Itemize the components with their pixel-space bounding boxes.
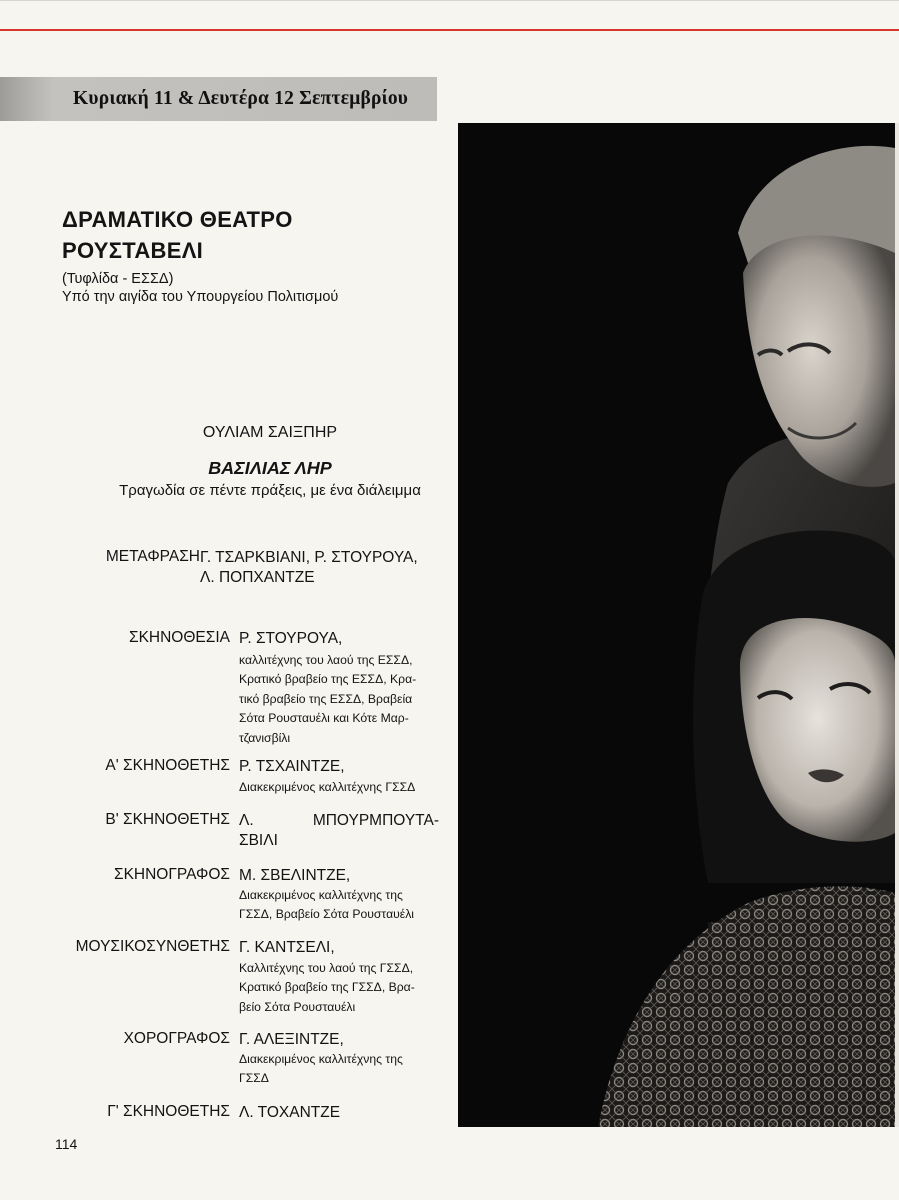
credit-note: [239, 959, 439, 1017]
theatre-subtitle: [62, 270, 338, 306]
play-description: Τραγωδία σε πέντε πράξεις, με ένα διάλειμμα: [119, 482, 421, 499]
credit-role: Β' ΣΚΗΝΟΘΕΤΗΣ: [105, 811, 230, 828]
name-line2: ΣΒΙΛΙ: [239, 832, 278, 849]
credit-role: ΣΚΗΝΟΓΡΑΦΟΣ: [114, 866, 230, 883]
credit-name: Μ. ΣΒΕΛΙΝΤΖΕ,: [239, 867, 351, 884]
note-line: βείο Σότα Ρουσταυέλι: [239, 999, 356, 1014]
credit-name: Ρ. ΣΤΟΥΡΟΥΑ,: [239, 630, 343, 647]
page-number: 114: [55, 1136, 78, 1152]
note-line: Διακεκριμένος καλλιτέχνης της: [239, 888, 403, 902]
credit-role: ΣΚΗΝΟΘΕΣΙΑ: [129, 629, 230, 646]
production-photo: [458, 123, 895, 1127]
note-line: Διακεκριμένος καλλιτέχνης της: [239, 1052, 403, 1066]
credit-names-line2: Λ. ΠΟΠΧΑΝΤΖΕ: [200, 569, 315, 586]
note-line: ΓΣΣΔ: [239, 1071, 269, 1086]
credit-name: Γ. ΚΑΝΤΣΕΛΙ,: [239, 939, 335, 956]
credit-names-line1: Γ. ΤΣΑΡΚΒΙΑΝΙ, Ρ. ΣΤΟΥΡΟΥΑ,: [200, 549, 418, 566]
credit-name: Γ. ΑΛΕΞΙΝΤΖΕ,: [239, 1031, 344, 1048]
credit-role: ΜΟΥΣΙΚΟΣΥΝΘΕΤΗΣ: [75, 938, 230, 955]
page-right-edge: [895, 123, 899, 1127]
note-line: ΓΣΣΔ, Βραβείο Σότα Ρουσταυέλι: [239, 907, 415, 922]
credit-note: [239, 778, 439, 797]
red-header-rule: [0, 29, 899, 31]
play-title: ΒΑΣΙΛΙΑΣ ΛΗΡ: [208, 458, 332, 478]
credit-names: [200, 548, 445, 588]
note-line: τζανισβίλι: [239, 730, 291, 745]
credit-role: ΧΟΡΟΓΡΑΦΟΣ: [123, 1030, 230, 1047]
theatre-auspices: Υπό την αιγίδα του Υπουργείου Πολιτισμού: [62, 289, 339, 305]
note-line: καλλιτέχνης του λαού της ΕΣΣΔ,: [239, 653, 413, 667]
top-edge: [0, 0, 899, 1]
note-line: Κρατικό βραβείο της ΓΣΣΔ, Βρα-: [239, 980, 415, 995]
credit-role: ΜΕΤΑΦΡΑΣΗ: [105, 548, 200, 565]
note-line: τικό βραβείο της ΕΣΣΔ, Βραβεία: [239, 691, 413, 706]
note-line: Κρατικό βραβείο της ΕΣΣΔ, Κρα-: [239, 672, 417, 687]
credit-note: [239, 651, 439, 748]
theatre-name-line1: ΔΡΑΜΑΤΙΚΟ ΘΕΑΤΡΟ: [62, 207, 293, 232]
credit-name: [239, 811, 439, 851]
credit-role: Α' ΣΚΗΝΟΘΕΤΗΣ: [105, 757, 230, 774]
credit-name: Λ. ΤΟΧΑΝΤΖΕ: [239, 1104, 341, 1121]
credit-note: [239, 1050, 439, 1089]
event-date: Κυριακή 11 & Δευτέρα 12 Σεπτεμβρίου: [73, 88, 409, 109]
theatre-location: (Τυφλίδα - ΕΣΣΔ): [62, 271, 174, 287]
name-part1: Λ.: [239, 812, 254, 829]
name-part2: ΜΠΟΥΡΜΠΟΥΤΑ-: [312, 812, 439, 829]
credit-role: Γ' ΣΚΗΝΟΘΕΤΗΣ: [107, 1103, 230, 1120]
note-line: Καλλιτέχνης του λαού της ΓΣΣΔ,: [239, 961, 414, 975]
note-line: Σότα Ρουσταυέλι και Κότε Μαρ-: [239, 711, 409, 726]
theatre-name: [62, 204, 422, 266]
theatre-name-line2: ΡΟΥΣΤΑΒΕΛΙ: [62, 238, 204, 263]
note-line: Διακεκριμένος καλλιτέχνης ΓΣΣΔ: [239, 780, 416, 794]
photo-illustration: [458, 123, 895, 1127]
credit-name: Ρ. ΤΣΧΑΙΝΤΖΕ,: [239, 758, 345, 775]
date-band: [0, 77, 437, 121]
play-author: ΟΥΛΙΑΜ ΣΑΙΞΠΗΡ: [202, 424, 338, 441]
credit-note: [239, 886, 439, 925]
